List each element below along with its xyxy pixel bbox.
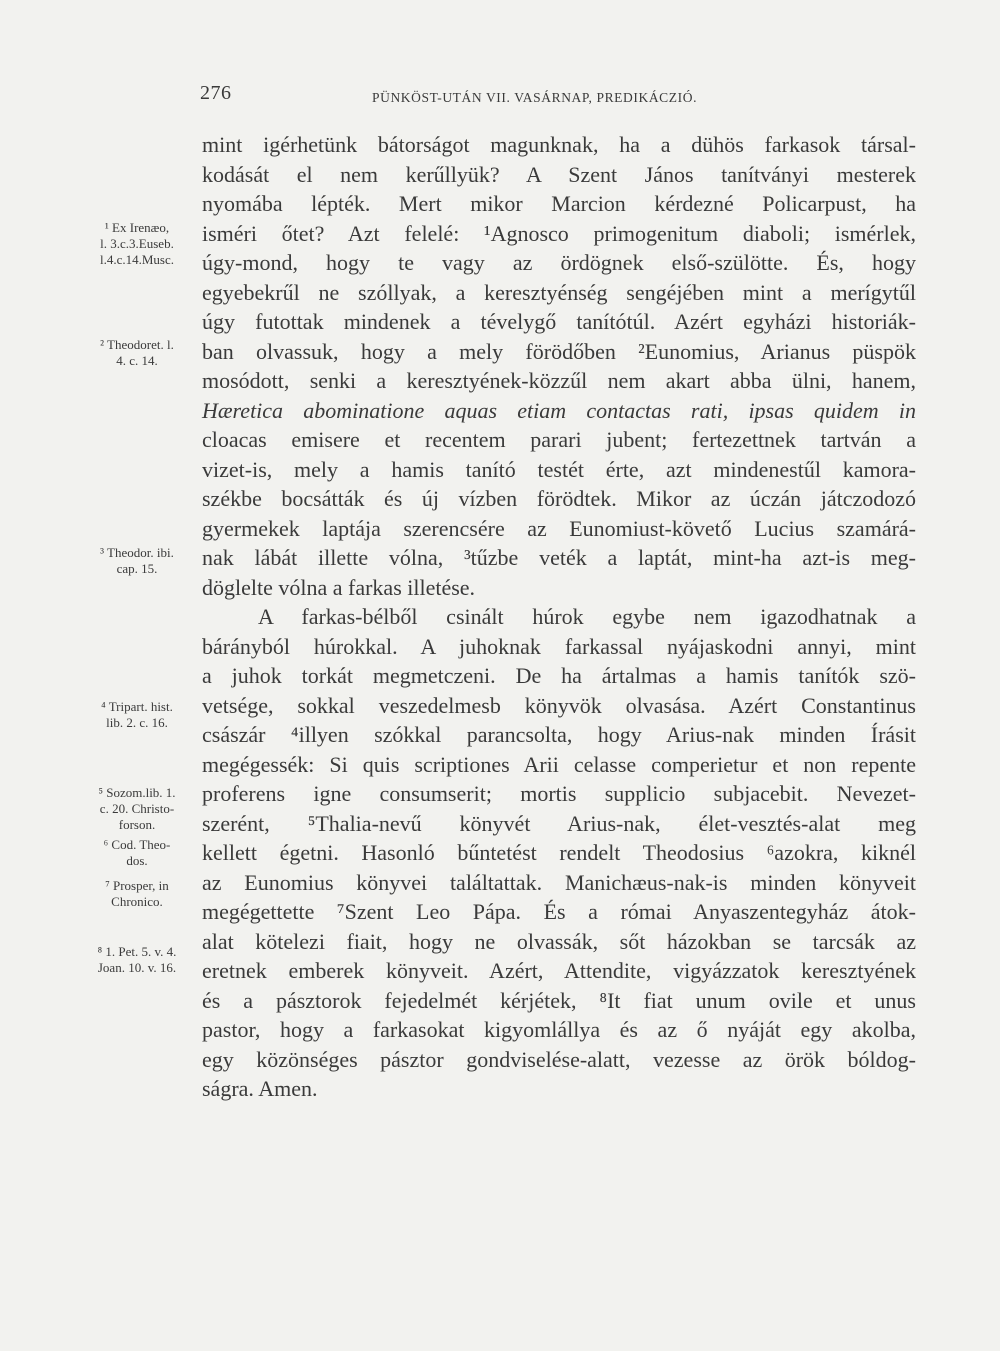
text-line: bárányból húrokkal. A juhoknak farkassal nyájaskodni annyi, mint: [202, 634, 916, 659]
text-line: kodását el nem kerűllyük? A Szent János tanítványi mesterek: [202, 162, 916, 187]
text-line: szerént, ⁵Thalia-nevű könyvét Arius-nak, élet-vesztés-alat meg: [202, 811, 916, 836]
margin-note: ⁷ Prosper, in Chronico.: [105, 878, 169, 909]
margin-note: ⁸ 1. Pet. 5. v. 4. Joan. 10. v. 16.: [97, 944, 177, 975]
text-line: vizet-is, mely a hamis tanító testét érte, azt mindenestűl kamora-: [202, 457, 916, 482]
text-line: székbe bocsátták és új vízben förödtek. Mikor az úczán játczodozó: [202, 486, 916, 511]
text-line: pastor, hogy a farkasokat kigyomlállya és az ő nyáját egy akolba,: [202, 1017, 916, 1042]
page-header: [200, 82, 920, 112]
text-line: vetsége, sokkal veszedelmesb könyvök olvasása. Azért Constantinus: [202, 693, 916, 718]
text-line: és a pásztorok fejedelmét kérjétek, ⁸It fiat unum ovile et unus: [202, 988, 916, 1013]
text-line: egy közönséges pásztor gondviselése-alatt, vezesse az örök bóldog-: [202, 1047, 916, 1072]
text-line: ságra. Amen.: [202, 1076, 318, 1101]
text-line: alat kötelezi fiait, hogy ne olvassák, sőt házokban se tarcsák az: [202, 929, 916, 954]
text-line: megégessék: Si quis scriptiones Arii celasse comperietur et non repente: [202, 752, 916, 777]
margin-note: ³ Theodor. ibi. cap. 15.: [100, 545, 174, 576]
margin-note: ⁴ Tripart. hist. lib. 2. c. 16.: [101, 699, 173, 730]
text-line: ban olvassuk, hogy a mely förödőben ²Eunomius, Arianus püspök: [202, 339, 916, 364]
text-line: úgy-mond, hogy te vagy az ördögnek első-szülötte. És, hogy: [202, 250, 916, 275]
text-line: nyomába lépték. Mert mikor Marcion kérdezné Policarpust, ha: [202, 191, 916, 216]
text-line: eretnek emberek könyveit. Azért, Attendite, vigyázzatok keresztyének: [202, 958, 916, 983]
text-line: az Eunomius könyvei találtattak. Manichæus-nak-is minden könyveit: [202, 870, 916, 895]
running-head: PÜNKÖST-UTÁN VII. VASÁRNAP, PREDIKÁCZIÓ.: [372, 90, 698, 105]
text-line: ismérі őtet? Azt felelé: ¹Agnosco primogenitum diaboli; ismérlek,: [202, 221, 916, 246]
text-line: a juhok torkát megmetczeni. De ha ártalmas a hamis tanítók szö-: [202, 663, 916, 688]
margin-note: ² Theodoret. l. 4. c. 14.: [100, 337, 174, 368]
text-line: úgy futottak mindenek a tévelygő tanítótúl. Azért egyházi historiák-: [202, 309, 916, 334]
text-line: nak lábát illette vólna, ³tűzbe veték a laptát, mint-ha azt-is meg-: [202, 545, 916, 570]
text-line: császár ⁴illyen szókkal parancsolta, hogy Arius-nak minden Írásit: [202, 722, 916, 747]
text-line: döglelte vólna a farkas illetése.: [202, 575, 476, 600]
text-line: mint igérhetünk bátorságot magunknak, ha a dühös farkasok társal-: [202, 132, 916, 157]
page-number: 276: [200, 82, 232, 104]
text-line: gyermekek laptája szerencsére az Eunomiust-követő Lucius szamárá-: [202, 516, 916, 541]
text-line: cloacas emisere et recentem parari jubent; fertezettnek tartván a: [202, 427, 916, 452]
text-line: proferens igne consumserit; mortis supplicio subjacebit. Nevezet-: [202, 781, 916, 806]
text-line: Hæretica abominatione aquas etiam contactas rati, ipsas quidem in: [202, 398, 916, 423]
margin-note: ¹ Ex Irenæo, l. 3.c.3.Euseb. l.4.c.14.Musc.: [99, 220, 175, 267]
margin-note: ⁵ Sozom.lib. 1. c. 20. Christo- forson.: [98, 785, 176, 832]
text-line: megégettette ⁷Szent Leo Pápa. És a római Anyaszentegyház átok-: [202, 899, 916, 924]
text-line: A farkas-bélből csinált húrok egybe nem igazodhatnak a: [258, 604, 916, 629]
text-line: egyebekrűl ne szóllyak, a keresztyénség sengéjében mint a merígytűl: [202, 280, 916, 305]
text-line: mosódott, senki a keresztyének-közzűl nem akart abba ülni, hanem,: [202, 368, 916, 393]
margin-note: ⁶ Cod. Theo- dos.: [103, 837, 171, 868]
text-line: kellett égetni. Hasonló bűntetést rendelt Theodosius ⁶azokra, kiknél: [202, 840, 916, 865]
